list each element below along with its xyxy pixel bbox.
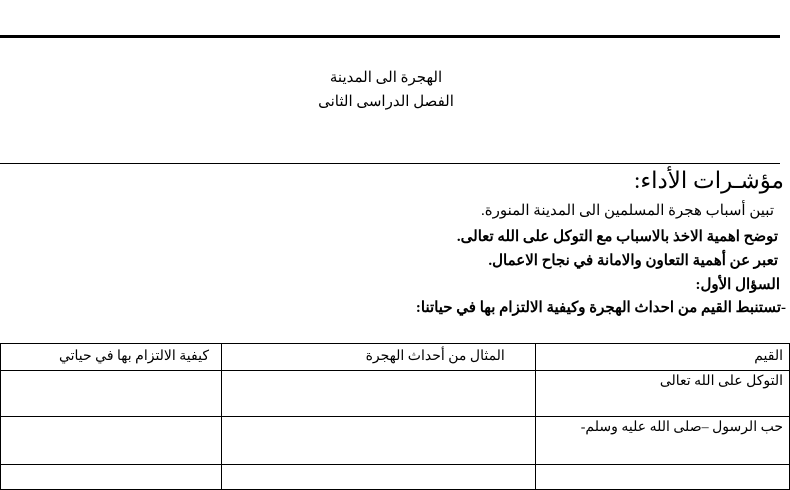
table-cell: التوكل على الله تعالى <box>535 371 789 417</box>
values-table <box>0 343 790 490</box>
table-header-row <box>1 344 790 371</box>
indicator-item: تبين أسباب هجرة المسلمين الى المدينة المنورة. <box>480 203 774 219</box>
table-cell <box>535 465 789 490</box>
page-subtitle: الفصل الدراسى الثانى <box>318 94 454 110</box>
header-example: المثال من أحداث الهجرة <box>222 344 536 371</box>
indicator-item: تعبر عن أهمية التعاون والامانة في نجاح الاعمال. <box>488 253 778 269</box>
top-rule <box>0 35 780 38</box>
indicators-heading: مؤشـرات الأداء: <box>633 168 784 193</box>
table-row <box>1 371 790 417</box>
table-cell <box>1 417 222 465</box>
page-title: الهجرة الى المدينة <box>329 70 443 86</box>
table-cell <box>1 465 222 490</box>
table-cell <box>222 465 536 490</box>
table-cell <box>222 417 536 465</box>
question-task: -تستنبط القيم من احداث الهجرة وكيفية الالتزام بها في حياتنا: <box>415 300 786 316</box>
table-cell <box>1 371 222 417</box>
section-divider <box>0 163 780 164</box>
table-row <box>1 417 790 465</box>
question-label: السؤال الأول: <box>695 277 780 293</box>
table-cell <box>222 371 536 417</box>
table-row <box>1 465 790 490</box>
indicator-item: توضح اهمية الاخذ بالاسباب مع التوكل على الله تعالى. <box>456 229 778 245</box>
header-values: القيم <box>535 344 789 371</box>
table-cell: حب الرسول –صلى الله عليه وسلم- <box>535 417 789 465</box>
header-commitment: كيفية الالتزام بها في حياتي <box>1 344 222 371</box>
